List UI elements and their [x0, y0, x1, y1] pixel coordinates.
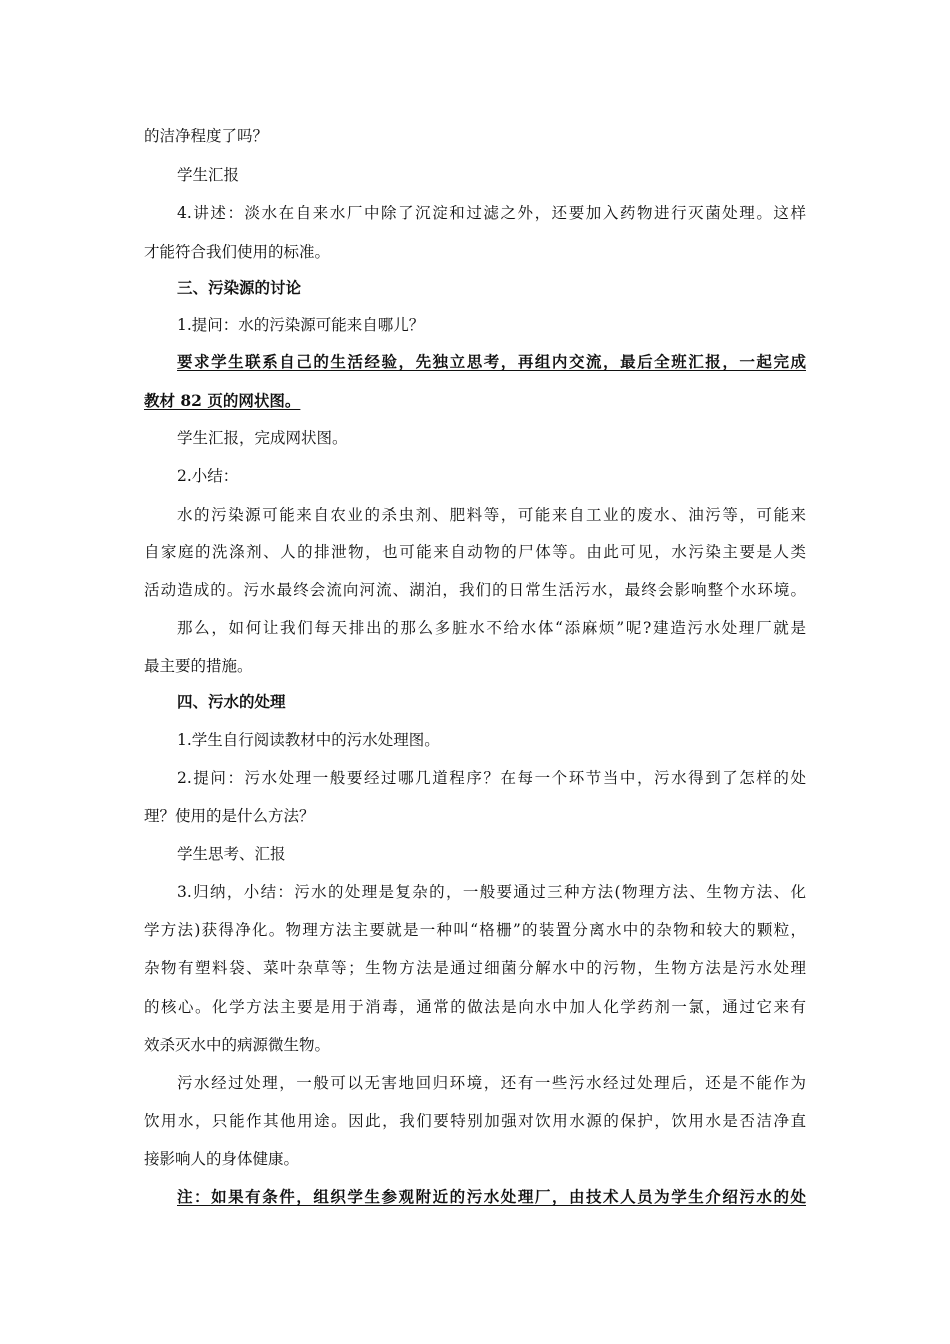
text-line: 水的污染源可能来自农业的杀虫剂、肥料等，可能来自工业的废水、油污等，可能来 [177, 506, 806, 524]
text-line: 接影响人的身体健康。 [144, 1150, 300, 1168]
text-line: 2.提问：污水处理一般要经过哪几道程序？在每一个环节当中，污水得到了怎样的处 [177, 769, 806, 787]
text-line: 自家庭的洗涤剂、人的排泄物，也可能来自动物的尸体等。由此可见，水污染主要是人类 [144, 543, 806, 561]
text-line: 才能符合我们使用的标准。 [144, 243, 331, 261]
instruction-line: 教材 82 页的网状图。 [144, 391, 301, 410]
note-line: 注：如果有条件，组织学生参观附近的污水处理厂，由技术人员为学生介绍污水的处 [177, 1187, 806, 1206]
text-line: 学生汇报，完成网状图。 [177, 429, 348, 447]
text-line: 学生思考、汇报 [177, 845, 286, 863]
text-line: 效杀灭水中的病源微生物。 [144, 1036, 331, 1054]
text-line: 活动造成的。污水最终会流向河流、湖泊，我们的日常生活污水，最终会影响整个水环境。 [144, 581, 806, 599]
instruction-line: 要求学生联系自己的生活经验，先独立思考，再组内交流，最后全班汇报，一起完成 [177, 352, 806, 371]
text-line: 4.讲述：淡水在自来水厂中除了沉淀和过滤之外，还要加入药物进行灭菌处理。这样 [177, 204, 806, 222]
text-line: 那么，如何让我们每天排出的那么多脏水不给水体“添麻烦”呢?建造污水处理厂就是 [177, 619, 806, 637]
text-line: 3.归纳，小结：污水的处理是复杂的，一般要通过三种方法(物理方法、生物方法、化 [177, 883, 806, 901]
text-line: 理？使用的是什么方法？ [144, 807, 315, 825]
section-heading: 四、污水的处理 [177, 692, 286, 711]
text-line: 2.小结： [177, 467, 239, 485]
text-line: 饮用水，只能作其他用途。因此，我们要特别加强对饮用水源的保护，饮用水是否洁净直 [144, 1112, 806, 1130]
text-line: 的核心。化学方法主要是用于消毒，通常的做法是向水中加人化学药剂一氯，通过它来有 [144, 998, 806, 1016]
section-heading: 三、污染源的讨论 [177, 278, 302, 297]
text-line: 最主要的措施。 [144, 657, 253, 675]
text-line: 1.学生自行阅读教材中的污水处理图。 [177, 731, 440, 749]
text-line: 学方法)获得净化。物理方法主要就是一种叫“格栅”的装置分离水中的杂物和较大的颗粒， [144, 921, 806, 939]
text-line: 污水经过处理，一般可以无害地回归环境，还有一些污水经过处理后，还是不能作为 [177, 1074, 806, 1092]
text-line: 1.提问：水的污染源可能来自哪儿？ [177, 316, 425, 334]
text-line: 学生汇报 [177, 166, 240, 184]
text-line: 的洁净程度了吗？ [144, 127, 269, 145]
text-line: 杂物有塑料袋、菜叶杂草等；生物方法是通过细菌分解水中的污物，生物方法是污水处理 [144, 959, 806, 977]
